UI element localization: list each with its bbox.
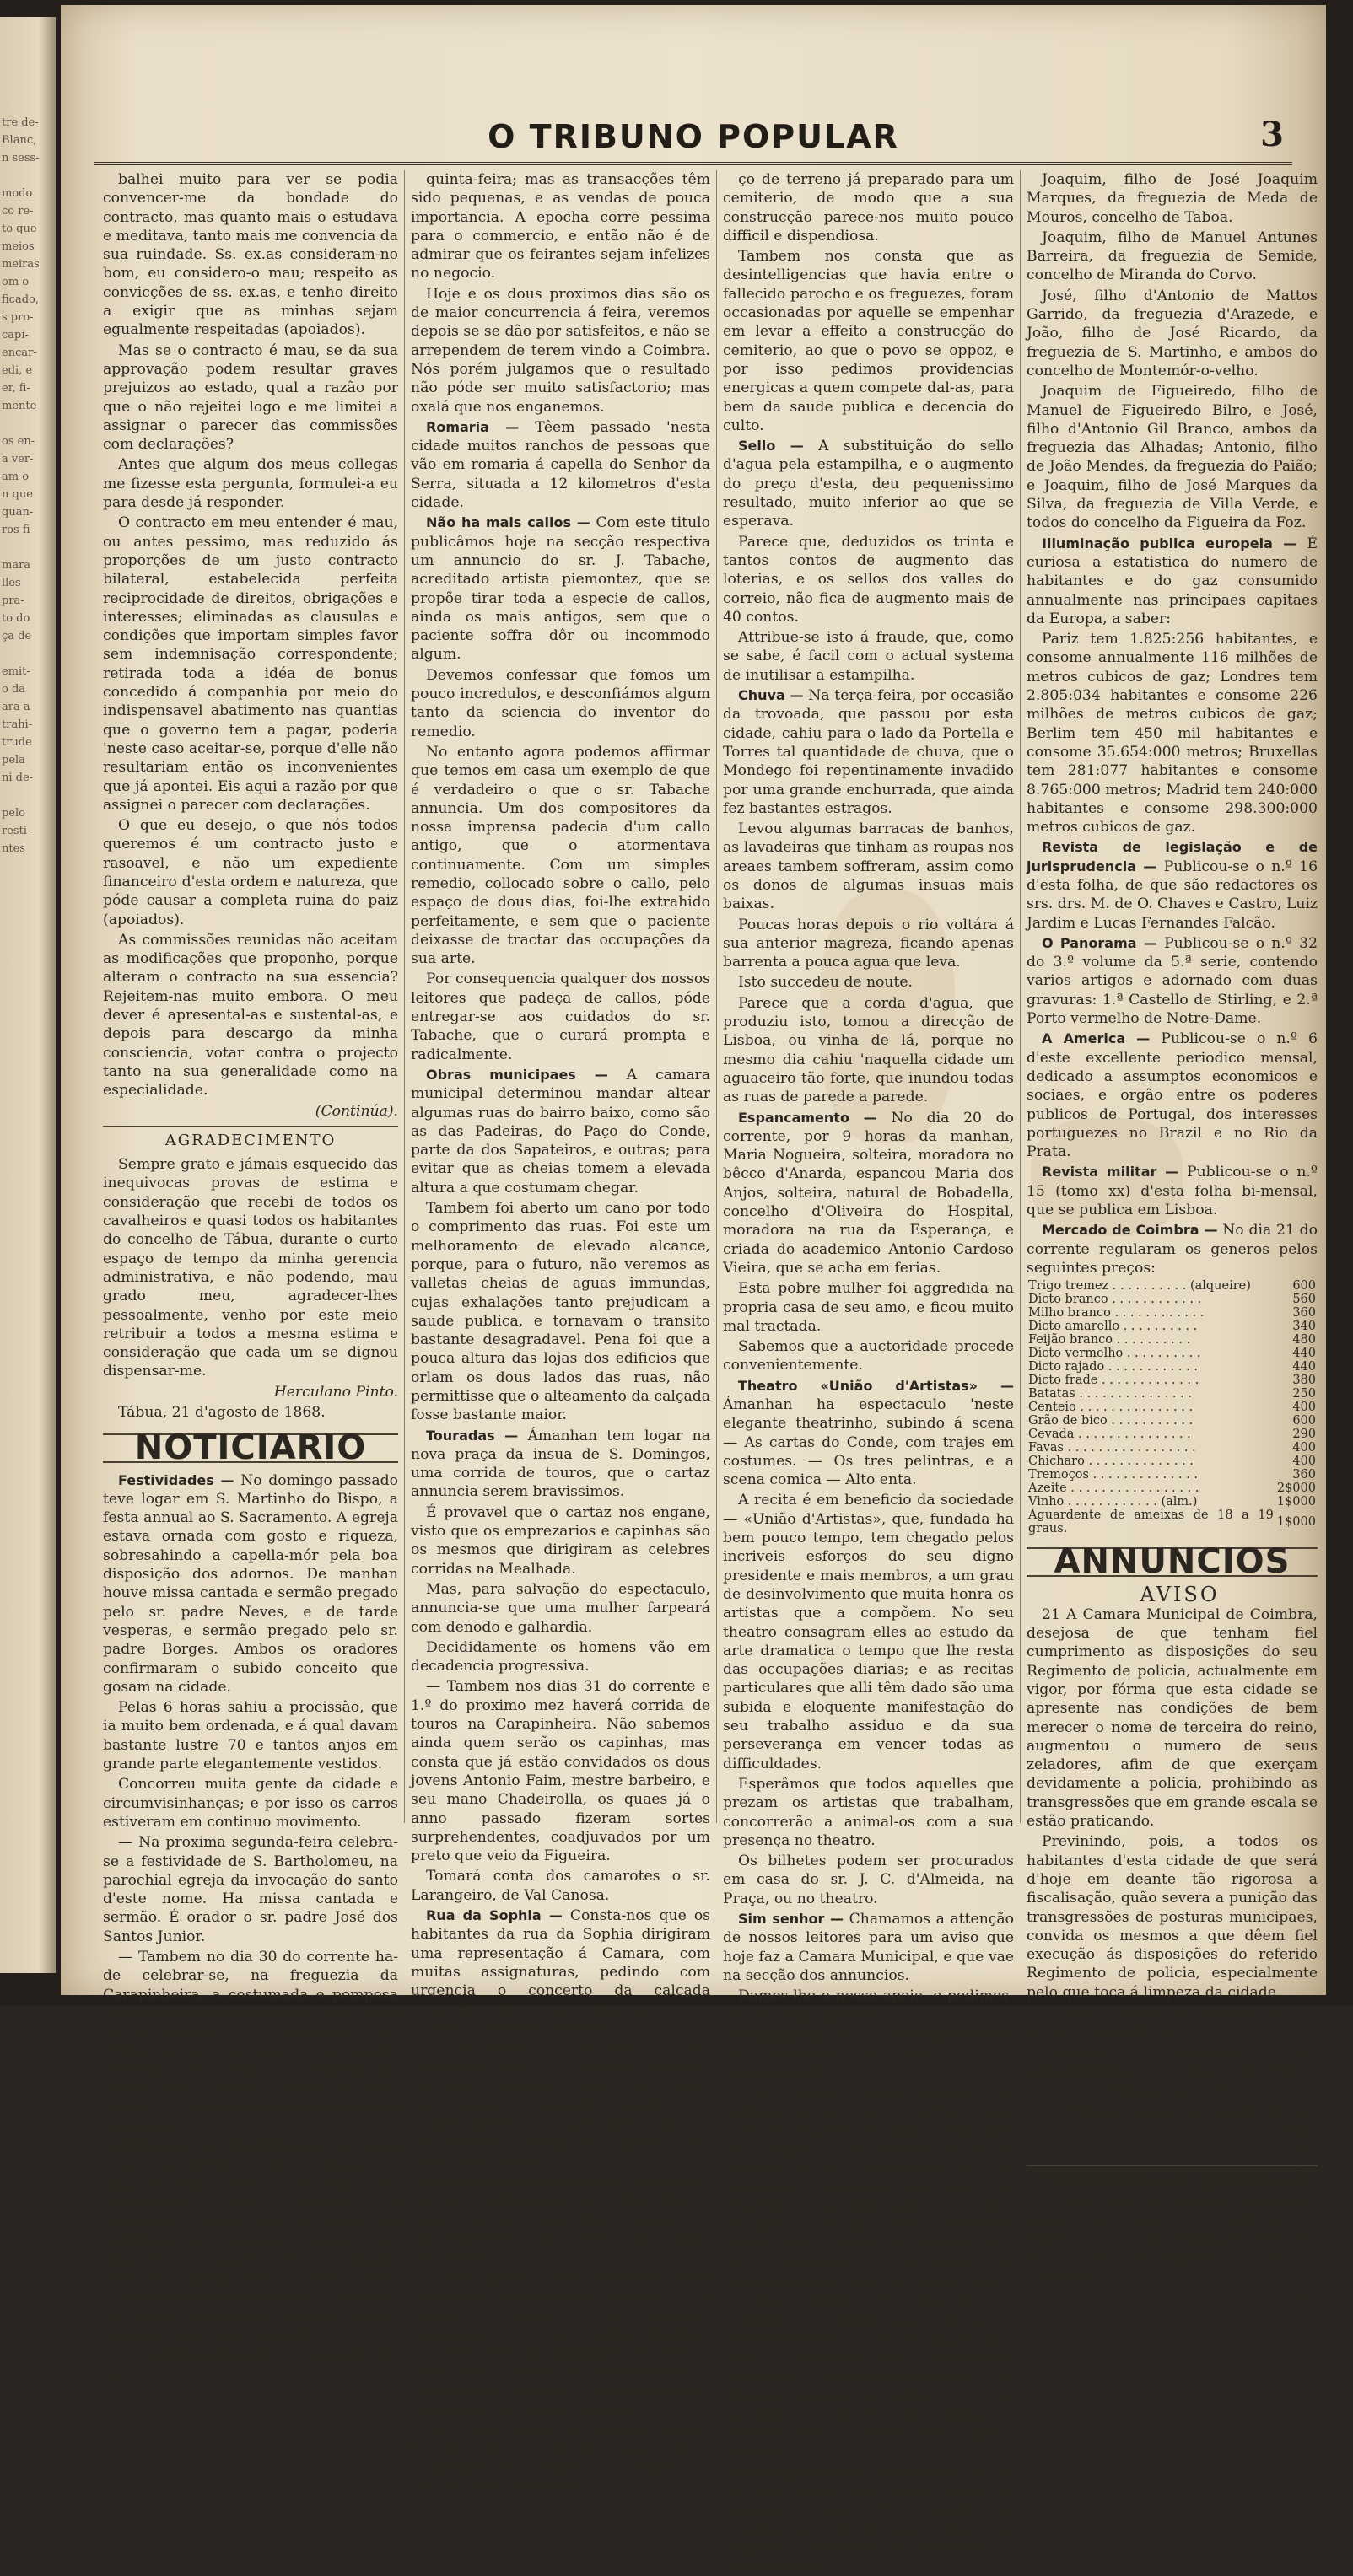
- aviso-paragraph: 21 A Camara Municipal de Coimbra, desejosa de que tenham fiel cumprimento as disposições do seu Regimento de policia, actualmente em vigor, por fórma que esta cidade se apresente nas condições de bem merecer o nome de terceira do reino, augmentou o numero de seus zeladores, afim de que exerçam devidamente a policia, prohibindo as transgressões que em grande escala se estão praticando.: [1027, 1605, 1318, 1831]
- article-text: Com este titulo publicâmos hoje na secção respectiva um annuncio do sr. J. Tabache, acreditado artista piemontez, que se propõe tirar toda a especie de callos, ainda os mais antigos, sem que o paciente soffra dôr ou incommodo algum.: [411, 514, 710, 664]
- left-page-fragment: mara: [2, 559, 31, 572]
- price-value: 560: [1292, 1293, 1316, 1307]
- left-page-fragment: trude: [2, 736, 32, 749]
- article-paragraph: [723, 1109, 1014, 1278]
- article-paragraph: [723, 1910, 1014, 1985]
- left-page-fragment: quan-: [2, 506, 34, 519]
- article-heading: Sim senhor —: [738, 1911, 844, 1928]
- article-text: No domingo passado teve logar em S. Martinho do Bispo, a festa annual ao S. Sacramento. A egreja estava ornada com gosto e riqueza, sobresahindo a capella-mór pela boa disposição dos adornos. De manhan houve missa cantada e sermão pregado pelo sr. padre Neves, e de tarde vesperas, e sermão pregado pelo sr. padre Borges. Ambos os oradores confirmaram o subido conceito que gosam na cidade.: [103, 1471, 398, 1696]
- price-item: Milho branco . . . . . . . . . . . .: [1028, 1306, 1205, 1320]
- article-paragraph: [411, 1427, 710, 1502]
- left-page-fragment: ros fi-: [2, 524, 34, 536]
- article-paragraph: [411, 2269, 710, 2419]
- article-paragraph: [1027, 1221, 1318, 1277]
- article-paragraph: [411, 2421, 710, 2496]
- article-paragraph: [103, 1833, 398, 1946]
- article-text: — Tambem no dia 30 do corrente ha-de celebrar-se, na freguezia da Carapinheira, a costumada e pomposa festa de Nossa Senhora das Dores, com missa solemne e procissão. São oradores, de manhan o sr. padre Torreira, e de tarde o sr. vigario das Means. Na vespera á noute ha fogo preso, e a tudo assistirá a philarmonica Boa-União.: [103, 1949, 398, 2135]
- price-row: [1027, 1306, 1318, 1320]
- article-heading: Chuva —: [738, 687, 804, 704]
- article-text: quinta-feira; mas as transacções têm sido pequenas, e as vendas de pouca importancia. A epocha corre pessima para o commercio, e então não é de admirar que os feirantes sejam infelizes no negocio.: [411, 171, 710, 282]
- left-page-fragment: capi-: [2, 329, 29, 341]
- article-paragraph: [411, 1503, 710, 1578]
- price-item: Dicto branco . . . . . . . . . . . .: [1028, 1293, 1202, 1307]
- price-item: Dicto frade . . . . . . . . . . . . .: [1028, 1374, 1199, 1388]
- article-text: Têem passado 'nesta cidade muitos ranchos de pessoas que vão em romaria á capella do Senhor da Serra, situada a 12 kilometros d'esta cidade.: [411, 418, 710, 512]
- article-heading: Sello —: [738, 438, 804, 454]
- article-paragraph: [1027, 630, 1318, 836]
- article-heading: Vinho —: [738, 2312, 806, 2329]
- article-text: Decididamente os homens vão em decadencia progressiva.: [411, 1638, 710, 1675]
- article-paragraph: [411, 418, 710, 512]
- price-row: [1027, 1320, 1318, 1333]
- article-text: Pelas 6 horas sahiu a procissão, que ia muito bem ordenada, e á qual davam bastante lustre 70 e tantos anjos em grande parte elegantemente vestidos.: [103, 1699, 398, 1773]
- price-row: [1027, 1441, 1318, 1455]
- article-paragraph: [411, 743, 710, 969]
- article-heading: Espancamento —: [738, 1109, 877, 1126]
- article-heading: Julgamento —: [738, 2026, 849, 2043]
- aviso-title: AVISO: [1140, 1582, 1220, 1606]
- article-paragraph: [723, 994, 1014, 1107]
- left-page-fragment: om o: [2, 276, 30, 288]
- price-row: [1027, 1414, 1318, 1428]
- article-text: Publicou-se o n.º 32 do 3.º volume da 5.ª serie, contendo varios artigos e adornado com duas gravuras: 1.ª Castello de Stirling, e 2.ª Porto vermelho de Notre-Dame.: [1027, 934, 1318, 1028]
- article-paragraph: [723, 170, 1014, 245]
- article-text: Isto succedeu de noute.: [738, 974, 914, 992]
- price-item: Dicto vermelho . . . . . . . . . .: [1028, 1347, 1201, 1361]
- article-paragraph: [411, 1867, 710, 1905]
- article-text: Levou algumas barracas de banhos, as lavadeiras que tinham as roupas nos areaes tambem soffreram, assim como os donos de algumas insuas mais baixas.: [723, 820, 1014, 913]
- article-text: Ámanhan ha espectaculo 'neste elegante theatrinho, subindo á scena — As cartas do Conde, com trajes em costumes. — Os tres pelintras, e a scena comica — Alto enta.: [723, 1396, 1014, 1489]
- article-heading: Festividades —: [118, 1471, 234, 1488]
- annuncios-title: ANNUNCIOS: [1027, 1547, 1318, 1576]
- article-text: Joaquim, filho de Manuel Antunes Barreira, da freguezia de Semide, concelho de Miranda do Corvo.: [1027, 229, 1318, 284]
- article-paragraph: [103, 2346, 398, 2384]
- article-heading: Theatro «União d'Artistas» —: [738, 1377, 1014, 1394]
- aviso-paragraph: Coimbra, secretaria da municipalidade, 21 d'agosto de 1868.: [1027, 2043, 1318, 2079]
- price-row: [1027, 1374, 1318, 1387]
- article-text: Os estabelecimentos foram abertos na: [103, 2347, 398, 2383]
- article-paragraph: [723, 820, 1014, 913]
- left-page-fragment: ça de: [2, 630, 32, 643]
- aviso-paragraph: E para constar se passou este e outros d'egual theor.: [1027, 2004, 1318, 2041]
- price-row: [1027, 1401, 1318, 1414]
- divider: [1027, 2165, 1318, 2166]
- price-row: [1027, 1387, 1318, 1401]
- article-paragraph: [411, 1677, 710, 1865]
- agradecimento-signature: Herculano Pinto.: [273, 1383, 398, 1401]
- article-paragraph: [1027, 1030, 1318, 1161]
- article-text: — Na proxima segunda-feira celebra-se a festividade de S. Bartholomeu, na parochial egreja da invocação do santo d'este nome. Ha missa cantada e sermão. É orador o sr. padre José dos Santos Junior.: [103, 1834, 398, 1945]
- article-paragraph: [723, 2084, 1014, 2310]
- article-text: Tomará conta dos camarotes o sr. Larangeiro, de Val Canosa.: [411, 1868, 710, 1904]
- article-paragraph: [103, 1775, 398, 1831]
- column-1: [103, 170, 398, 2383]
- price-item: Aguardente de ameixas de 18 a 19 graus.: [1028, 1508, 1274, 1536]
- article-text: No dia 20 do corrente, por 9 horas da manhan, Maria Nogueira, solteira, moradora no bêcco d'Anarda, espancou Maria dos Anjos, solteira, natural de Bobadella, concelho d'Oliveira do Hospital, moradora na rua da Esperança, e criada do academico Antonio Cardoso Vieira, que se acha em ferias.: [723, 1109, 1015, 1277]
- article-text: Consta-nos que os habitantes da rua da Sophia dirigiram uma representação á Camara, com muitas assignaturas, pedindo com urgencia o concerto da calçada d'aquella rua, a mais principal d'esta cidade e a mais transitada.: [411, 1907, 710, 2037]
- agradecimento-date: Tábua, 21 d'agosto de 1868.: [118, 1404, 326, 1421]
- article-paragraph: [1027, 170, 1318, 227]
- price-value: 360: [1292, 1468, 1316, 1482]
- article-heading: Pedimos providencias —: [426, 2174, 623, 2191]
- article-paragraph: [1027, 1163, 1318, 1219]
- price-value: 2$000: [1276, 1482, 1316, 1496]
- article-heading: Revista militar —: [1042, 1164, 1179, 1180]
- price-item: Favas . . . . . . . . . . . . . . . . .: [1028, 1441, 1196, 1455]
- article-text: ço de terreno já preparado para um cemiterio, de modo que a sua construcção parece-nos muito pouco difficil e dispendiosa.: [723, 171, 1014, 245]
- article-text: Ámanhan tem logar na nova praça da insua de S. Domingos, uma corrida de touros, que o cartaz annuncia serem bravissimos.: [411, 1427, 710, 1501]
- article-paragraph: [723, 1337, 1014, 1375]
- article-paragraph: [723, 1852, 1014, 1908]
- article-text: Concorreu muita gente da cidade e circumvisinhanças; e por isso os carros estiveram em continuo movimento.: [103, 1776, 398, 1831]
- aviso-vice-president: O vice-presidente,: [1105, 2083, 1239, 2100]
- article-paragraph: [411, 1638, 710, 1676]
- article-paragraph: [1027, 535, 1318, 628]
- price-value: 1$000: [1276, 1515, 1316, 1530]
- agradecimento-title: AGRADECIMENTO: [164, 1131, 337, 1149]
- article-paragraph: [411, 1580, 710, 1637]
- masthead-rule: [94, 162, 1292, 165]
- article-paragraph: [723, 1491, 1014, 1772]
- article-text: Mas, para salvação do espectaculo, annuncia-se que uma mulher farpeará com denodo e galhardia.: [411, 1580, 710, 1636]
- article-paragraph: [411, 170, 710, 283]
- article-text: No dia 21 do corrente regularam os generos pelos seguintes preços:: [1027, 1222, 1318, 1277]
- article-paragraph: [723, 533, 1014, 627]
- article-paragraph: [1027, 838, 1318, 932]
- price-value: 290: [1292, 1428, 1316, 1442]
- price-item: Trigo tremez . . . . . . . . . . (alqueire): [1028, 1279, 1251, 1293]
- left-page-fragment: n que: [2, 488, 33, 501]
- left-page-fragment: tre de-: [2, 116, 39, 129]
- price-value: 600: [1292, 1279, 1316, 1293]
- article-text: Joaquim de Figueiredo, filho de Manuel de Figueiredo Bilro, e José, filho d'Antonio Gil Branco, ambos da freguezia das Alhadas; Antonio, filho de João Mendes, da freguezia do Paião; e Joaquim, filho de José Marques da Silva, da freguezia de Villa Verde, e todos do concelho da Figueira da Foz.: [1027, 383, 1318, 532]
- article-text: Chamamos a attenção de nossos leitores para um aviso que hoje faz a Camara Municipal, e que vae na secção dos annuncios.: [723, 1911, 1014, 1984]
- article-text: Hoje e os dous proximos dias são os de maior concurrencia á feira, veremos depois se se dão por satisfeitos, e não se arrependem de terem vindo a Coimbra. Nós porém julgamos que o resultado não póde ser muito satisfactorio; mas oxalá que nos enganemos.: [411, 285, 710, 416]
- article-paragraph: [723, 437, 1014, 530]
- article-heading: Illuminação publica europeia —: [1042, 535, 1297, 551]
- article-paragraph: O que eu desejo, o que nós todos queremos é um contracto justo e rasoavel, e não um expediente financeiro d'esta ordem e natureza, que póde causar a completa ruina do paiz (apoiados).: [103, 817, 398, 928]
- aviso-paragraph: Previnindo, pois, a todos os habitantes d'esta cidade de que será d'hoje em deante tão rigorosa a fiscalisação, quão severa a punição das transgressões de posturas municipaes, convida os mesmos a que dêem fiel execução ás disposições do referido Regimento de policia, especialmente pelo que toca á limpeza da cidade.: [1027, 1833, 1318, 2001]
- article-paragraph: [411, 1199, 710, 1425]
- column-divider: [1020, 170, 1021, 1823]
- article-paragraph: [723, 686, 1014, 818]
- article-text: Damos-lhe o nosso apoio, e pedimos-lhe que seja rigorosa.: [723, 1987, 1014, 2024]
- article-paragraph: [723, 1279, 1014, 1336]
- left-page-edge: [0, 17, 56, 1973]
- left-page-fragment: co re-: [2, 205, 34, 218]
- article-text: José, filho d'Antonio de Mattos Garrido, da freguezia d'Arazede, e João, filho de José Ricardo, da freguezia de S. Martinho, e ambos do concelho de Montemór-o-velho.: [1027, 287, 1318, 379]
- left-page-fragment: meiras: [2, 258, 40, 271]
- price-value: 400: [1292, 1441, 1316, 1455]
- article-paragraph: As commissões reunidas não aceitam as modificações que proponho, porque alteram o contracto na sua essencia? Rejeitem-nas muito embora. O meu dever é apresental-as e sustental-as, e depois para descargo da minha consciencia, votar contra o projecto tanto na sua generalidade como na especialidade.: [103, 931, 398, 1100]
- article-heading: A America —: [1042, 1030, 1151, 1047]
- left-page-fragment: emit-: [2, 665, 30, 678]
- column-divider: [716, 170, 717, 1823]
- price-value: 340: [1292, 1320, 1316, 1334]
- article-paragraph: [411, 2040, 710, 2171]
- article-text: «Foi julgado como ausente no tribunal do Alemquer o bacharel João Lucio de Figueiredo Lima, conhecido em Coimbra pelo Arruada de Lima, valentão, e que é accusado de ter pretendido assassinar com tiros de revolver e com punhaladas o tabellião de Lisboa, o sr. dr. Mattos e Carvalho. Dando o jury o crime por provado, foi o réu condemnado a 12 annos de trabalhos publicos no ultramar, ou a 3 de prisão cellular e a 8 de degredo.»: [723, 2084, 1014, 2309]
- article-text: Esta freguezia é muito populosa, e por isso o numero dos obitos é grande; e ou porque o templo é de pequenas proporções, ou por outra qualquer circumstancia que ignoramos, ha muitas vezes mau cheiro, que incommoda as pessoas que 'naquelle templo assistem á celebração dos officios divinos.: [411, 2269, 710, 2418]
- article-text: Esta pobre mulher foi aggredida na propria casa de seu amo, e ficou muito mal tractada.: [723, 1280, 1014, 1335]
- article-text: É de justiça o pedido, e nós esperamos que a Camara mandará proceder áquella obra de tanta necessidade, evitando assim os inconvenientes e prejuizos que a pessima tem causado aos edificios e aos habitantes da rua.: [411, 2041, 710, 2170]
- aviso-signature: Anthero Augusto d'Almeida Araujo Pinto.: [1062, 2103, 1318, 2139]
- article-paragraph: O contracto em meu entender é mau, ou antes pessimo, mas reduzido ás proporções de um justo contracto bilateral, estabelecida perfeita reciprocidade de direitos, obrigações e interesses; eliminadas as clausulas e condições que importam simples favor sem indemnisação correspondente; retirada toda a idéa de bonus concedido á companhia por meio do indispensavel abatimento nas quantias que o governo tem a pagar, poderia 'neste caso aceitar-se, porque d'elle não resultariam então os inconvenientes que já apontei. Eis aqui a razão por que assignei o parecer com declarações.: [103, 514, 398, 814]
- article-heading: Rua da Sophia —: [426, 1907, 563, 1924]
- article-paragraph: [411, 285, 710, 417]
- price-value: 1$000: [1276, 1495, 1316, 1509]
- noticiario-title: NOTICIARIO: [103, 1433, 398, 1462]
- article-text: Isto é consequencia, segundo cremos, de desleixo e incuria, tanto mais indisculpaveis, quanto, contiguo á egreja, existe um peda-: [411, 2422, 710, 2495]
- article-text: Parece que a corda d'agua, que produziu isto, tomou a direcção de Lisboa, ou vinha de lá, porque no mesmo dia cahiu 'naquella cidade um aguaceiro tão forte, que inundou todas as ruas de parede a parede.: [723, 994, 1014, 1106]
- article-text: Tambem foi aberto um cano por todo o comprimento das ruas. Foi este um melhoramento de elevado alcance, porque, para o futuro, não veremos as valletas cheias de aguas immundas, cujas exhalações tanto prejudicam a saude publica, e tornavam o transito bastante desagradavel. Pena foi que a pouca altura das lojas dos edificios que orlam os dous lados das ruas, não permittisse que o alteamento da calçada fosse bastante maior.: [411, 1200, 710, 1424]
- price-item: Batatas . . . . . . . . . . . . . . .: [1028, 1387, 1192, 1401]
- article-paragraph: [723, 247, 1014, 435]
- article-paragraph: Mas se o contracto é mau, se da sua approvação podem resultar graves prejuizos ao estado, qual a razão por que o não rejeitei logo e me limitei a assignar o parecer das commissões com declarações?: [103, 341, 398, 454]
- article-heading: Touradas —: [426, 1427, 519, 1444]
- newspaper-page: [61, 5, 1326, 2576]
- price-item: Grão de bico . . . . . . . . . . .: [1028, 1414, 1194, 1428]
- article-heading: Feira de S. Bartholomeu —: [118, 2138, 353, 2154]
- praticante-text: 22 Precisa-se de um que tenha pelo menos um anno de pratica: — Pharmacia de Luiz Rodrigues Ferreira Neves, rua da Sophia, n.º 82 — Coimbra.: [1027, 2192, 1318, 2285]
- article-text: Devemos confessar que fomos um pouco incredulos, e desconfiámos algum tanto da sciencia do inventor do remedio.: [411, 666, 710, 740]
- article-text: Na correspondencia do Commercio do Porto lê-se a seguinte noticia:: [723, 2026, 1014, 2082]
- article-text: Sabemos que a auctoridade procede convenientemente.: [723, 1338, 1014, 1374]
- article-text: Esta feira, que ainda ha poucos annos era uma das mais notaveis do reino, está actualmente muito reduzida, e ressentiu-se, como todas as outras, da facilidade de communicações, que torna desnecessarios estes mercados annuaes. Apesar d'isso 'neste anno concorrem muitos feirantes, e por isso ha grande numero de barracas, talvez superior ao do anno passado.: [103, 2138, 398, 2343]
- left-page-fragment: er, fi-: [2, 382, 30, 395]
- masthead: [94, 115, 1292, 165]
- article-paragraph: [103, 1948, 398, 2136]
- praticante-number: (1): [1296, 2288, 1318, 2306]
- article-text: Poucas horas depois o rio voltára á sua anterior magreza, ficando apenas barrenta a pouca agua que leva.: [723, 916, 1014, 971]
- article-text: Por consequencia qualquer dos nossos leitores que padeça de callos, póde entregar-se aos cuidados do sr. Tabache, que o curará prompta e radicalmente.: [411, 971, 710, 1063]
- article-paragraph: [723, 1987, 1014, 2025]
- left-page-fragment: n sess-: [2, 152, 40, 164]
- left-page-fragment: to do: [2, 612, 30, 625]
- left-page-fragment: ni de-: [2, 772, 34, 784]
- article-paragraph: [103, 2138, 398, 2344]
- article-text: É provavel que o cartaz nos engane, visto que os emprezarios e capinhas são os mesmos que dirigiram as celebres corridas na Mealhada.: [411, 1503, 710, 1578]
- praticante-title: Praticante de pharmacia: [1045, 2169, 1314, 2192]
- article-paragraph: [411, 666, 710, 741]
- price-item: Vinho . . . . . . . . . . . . (alm.): [1028, 1495, 1198, 1509]
- price-row: [1027, 1455, 1318, 1468]
- page-number: 3: [1260, 115, 1284, 154]
- article-text: Informam-nos que na freguezia de S. Martinho do Bispo, d'este concelho, ainda os enterramentos são feitos na egreja parochial.: [411, 2174, 710, 2267]
- left-page-fragment: ntes: [2, 842, 25, 855]
- price-value: 400: [1292, 1455, 1316, 1469]
- left-page-fragment: pelo: [2, 807, 25, 820]
- article-heading: O Panorama —: [1042, 934, 1157, 951]
- left-page-fragment: modo: [2, 187, 33, 200]
- price-item: Dicto amarello . . . . . . . . . .: [1028, 1320, 1198, 1334]
- article-paragraph: [411, 1906, 710, 2038]
- price-item: Tremoços . . . . . . . . . . . . . .: [1028, 1468, 1199, 1482]
- article-paragraph: [723, 628, 1014, 685]
- price-value: 480: [1292, 1333, 1316, 1347]
- aviso-number: (1): [1296, 2143, 1318, 2160]
- article-heading: Não ha mais callos —: [426, 514, 590, 531]
- article-paragraph: [723, 1775, 1014, 1850]
- agradecimento-text: Sempre grato e jámais esquecido das inequivocas provas de estima e consideração que recebi de todos os cavalheiros e quasi todos os habitantes do concelho de Tábua, durante o curto espaço de tempo da minha gerencia administrativa, e não podendo, mau grado meu, agradecer-lhes pessoalmente, venho por este meio retribuir a todos a mesma estima e consideração que cada um se dignou dispensar-me.: [103, 1156, 398, 1380]
- article-text: Publicou-se o n.º 15 (tomo xx) d'esta folha bi-mensal, que se publica em Lisboa.: [1027, 1164, 1318, 1219]
- article-paragraph: [723, 1377, 1014, 1490]
- left-page-fragment: am o: [2, 471, 30, 483]
- article-text: A recita é em beneficio da sociedade — «União d'Artistas», que, fundada ha bem pouco tempo, tem chegado pelos incriveis esforços do seu digno presidente e mais membros, a um grau de desinvolvimento que muita honra os artistas que a compõem. No seu theatro consagram elles ao estudo da arte dramatica o tempo que lhe resta das occupações diarias; e as recitas particulares que alli têm dado são uma subida e eloquente manifestação do seu trabalho assiduo e da sua perseverança em vencer todas as difficuldades.: [723, 1492, 1014, 1772]
- article-text: Os bilhetes podem ser procurados em casa do sr. J. C. d'Almeida, na Praça, ou no theatro.: [723, 1853, 1014, 1907]
- article-text: Publicou-se o n.º 6 d'este excellente periodico mensal, dedicado a assumptos economicos e sociaes, e orgão entre os poderes publicos de Portugal, dos interesses portuguezes no Brazil e no Rio da Prata.: [1027, 1030, 1318, 1161]
- left-page-fragment: o da: [2, 683, 26, 696]
- article-paragraph: [411, 514, 710, 664]
- article-paragraph: [103, 1471, 398, 1697]
- article-paragraph: [411, 2173, 710, 2267]
- article-text: Esperâmos que todos aquelles que prezam os artistas que trabalham, concorrerão a animal-os com a sua presença no theatro.: [723, 1775, 1014, 1849]
- article-paragraph: [411, 1066, 710, 1197]
- continua-note: (Continúa).: [315, 1102, 398, 1120]
- article-text: — Tambem nos dias 31 do corrente e 1.º do proximo mez haverá corrida de touros na Carapinheira. Não sabemos ainda quem serão os capinhas, mas consta que já estão convidados os dous jovens Antonio Faim, mestre barbeiro, e seu mano Chadeirolla, os quaes já o anno passado fizeram sortes surprehendentes, coadjuvados por um preto que veio da Figueira.: [411, 1678, 710, 1865]
- price-value: 380: [1292, 1374, 1316, 1388]
- article-text: Tambem nos consta que as desintelligencias que havia entre o fallecido parocho e os freguezes, foram occasionadas por aquelle se empenhar em levar a effeito a construcção do cemiterio, ao que o povo se oppoz, e por isso pedimos providencias energicas a quem compete dal-as, para bem da saude publica e decencia do culto.: [723, 248, 1014, 434]
- column-divider: [404, 170, 405, 1823]
- price-item: Centeio . . . . . . . . . . . . . . .: [1028, 1401, 1194, 1415]
- price-row: [1027, 1333, 1318, 1347]
- article-text: Attribue-se isto á fraude, que, como se sabe, é facil com o actual systema de inutilisar a estampilha.: [723, 629, 1014, 684]
- left-page-fragment: os en-: [2, 435, 35, 448]
- price-item: Cevada . . . . . . . . . . . . . . .: [1028, 1428, 1191, 1442]
- article-text: Joaquim, filho de José Joaquim Marques, da freguezia de Meda de Mouros, concelho de Taboa.: [1027, 171, 1318, 226]
- price-table: [1027, 1279, 1318, 1535]
- left-page-fragment: lles: [2, 577, 21, 589]
- left-page-fragment: s pro-: [2, 311, 34, 324]
- article-paragraph: [723, 2026, 1014, 2083]
- article-paragraph: [723, 973, 1014, 992]
- price-row: [1027, 1428, 1318, 1441]
- article-text: Publicou-se o n.º 16 d'esta folha, de que são redactores os srs. drs. M. de O. Chaves e Castro, Luiz Jardim e Lucas Fernandes Falcão.: [1027, 858, 1318, 932]
- article-text: No entanto agora podemos affirmar que temos em casa um exemplo de que é verdadeiro o que o sr. Tabache annuncia. Um dos compositores da nossa imprensa padecia d'um callo antigo, que o atormentava continuamente. Com um simples remedio, collocado sobre o callo, pelo espaço de dous dias, foi-lhe extrahido perfeitamente, e sem que o paciente deixasse de tractar das occupações da sua arte.: [411, 743, 710, 968]
- price-item: Feijão branco . . . . . . . . . .: [1028, 1333, 1191, 1347]
- column-4: [1027, 170, 1318, 2306]
- article-heading: Romaria —: [426, 418, 520, 435]
- article-paragraph: Antes que algum dos meus collegas me fizesse esta pergunta, formulei-a eu para desde já responder.: [103, 456, 398, 512]
- left-page-fragment: pra-: [2, 594, 24, 607]
- article-paragraph: [1027, 229, 1318, 285]
- column-3: [723, 170, 1015, 2576]
- article-paragraph: [1027, 287, 1318, 380]
- price-row: [1027, 1293, 1318, 1306]
- price-item: Azeite . . . . . . . . . . . . . . . . .: [1028, 1482, 1199, 1496]
- article-text: Na terça-feira, por occasião da trovoada, que passou por esta cidade, cahiu para o lado da Portella e Torres tal quantidade de chuva, que o Mondego foi repentinamente invadido por uma grande enchurrada, que ainda fez bastantes estragos.: [723, 687, 1014, 817]
- newspaper-title: O TRIBUNO POPULAR: [488, 118, 899, 155]
- article-text: Segundo uma noticia do Diario Mercantil, é extraordinaria este anno a colheita do vinho na provincia do Minho. Começaram já a fazer-se as vindimas em alguns pontos, e o preço do vinho no concelho de Vianna do Castello corre já a 8$000 réis a pipa, e a menos.: [723, 2312, 1015, 2461]
- article-paragraph: [1027, 934, 1318, 1028]
- article-paragraph: balhei muito para ver se podia convencer-me da bondade do contracto, mas quanto mais o estudava e meditava, tanto mais me convencia da sua ruindade. Ss. ex.as consideram-no bom, eu considero-o mau; respeito as convicções de ss. ex.as, e tenho direito a exigir que as minhas sejam egualmente respeitadas (apoiados).: [103, 171, 398, 339]
- article-heading: Recrutamento —: [738, 2464, 867, 2481]
- price-row: [1027, 1495, 1318, 1508]
- article-paragraph: [723, 2311, 1014, 2461]
- price-row: [1027, 1360, 1318, 1374]
- price-value: 250: [1292, 1387, 1316, 1401]
- article-heading: Obras municipaes —: [426, 1066, 608, 1083]
- divider: [103, 1126, 398, 1127]
- price-value: 440: [1292, 1360, 1316, 1374]
- price-value: 600: [1292, 1414, 1316, 1428]
- left-page-fragment: pela: [2, 754, 25, 766]
- article-heading: Revista de legislação e de jurisprudencia —: [1027, 839, 1318, 874]
- price-row: [1027, 1468, 1318, 1482]
- article-paragraph: [103, 1698, 398, 1773]
- left-page-fragment: meios: [2, 240, 35, 253]
- price-item: Chicharo . . . . . . . . . . . . . .: [1028, 1455, 1194, 1469]
- price-row: [1027, 1279, 1318, 1293]
- price-value: 440: [1292, 1347, 1316, 1361]
- price-value: 360: [1292, 1306, 1316, 1320]
- left-page-fragment: trahi-: [2, 718, 33, 731]
- left-page-fragment: a ver-: [2, 453, 34, 465]
- article-paragraph: [1027, 382, 1318, 532]
- left-page-fragment: ara a: [2, 701, 30, 713]
- left-page-fragment: to que: [2, 223, 37, 235]
- price-value: 400: [1292, 1401, 1316, 1415]
- left-page-fragment: resti-: [2, 825, 31, 837]
- left-page-fragment: mente: [2, 400, 37, 412]
- price-row: [1027, 1482, 1318, 1495]
- article-paragraph: [411, 970, 710, 1063]
- left-page-fragment: ficado,: [2, 293, 39, 306]
- price-row: [1027, 1347, 1318, 1360]
- article-paragraph: [723, 916, 1014, 972]
- article-text: É curiosa a estatistica do numero de habitantes e do gaz consumido annualmente nas principaes capitaes da Europa, a saber:: [1027, 535, 1318, 627]
- article-text: Por decreto de 27 do mez findo, inserto no Diario de Lisboa n.º 184 de 18 do corrente, foi denegado provimento aos recursos dos seguintes mancebos pertencentes a este Districto:: [723, 2464, 1015, 2576]
- article-text: A substituição do sello d'agua pela estampilha, e o augmento do preço d'esta, deu pequenissimo resultado, muito inferior ao que se esperava.: [723, 438, 1015, 530]
- article-text: Parece que, deduzidos os trinta e tantos contos de augmento das loterias, e os sellos dos valles do correio, não fica de augmento mais de 40 contos.: [723, 533, 1014, 626]
- price-item: Dicto rajado . . . . . . . . . . . .: [1028, 1360, 1198, 1374]
- article-text: Pariz tem 1.825:256 habitantes, e consome annualmente 116 milhões de metros cubicos de gaz; Londres tem 2.805:034 habitantes e consome 226 milhões de metros cubicos de gaz; Berlim tem 450 mil habitantes e consome 35.654:000 metros; Bruxellas tem 281:077 habitantes e consome 8.765:000 metros; Madrid tem 240:000 habitantes e consome 298.300:000 metros cubicos de gaz.: [1027, 631, 1318, 836]
- left-page-fragment: encar-: [2, 347, 37, 359]
- left-page-fragment: Blanc,: [2, 134, 37, 147]
- column-2: [411, 170, 710, 2495]
- article-heading: Mercado de Coimbra —: [1042, 1222, 1218, 1239]
- left-page-fragment: edi, e: [2, 364, 33, 377]
- price-row: [1027, 1508, 1318, 1535]
- article-text: A camara municipal determinou mandar altear algumas ruas do bairro baixo, como são as das Padeiras, do Paço do Conde, parte da dos Sapateiros, e outras; para evitar que as cheias tomem a elevada altura a que costumam chegar.: [411, 1066, 710, 1197]
- article-paragraph: [723, 2464, 1014, 2576]
